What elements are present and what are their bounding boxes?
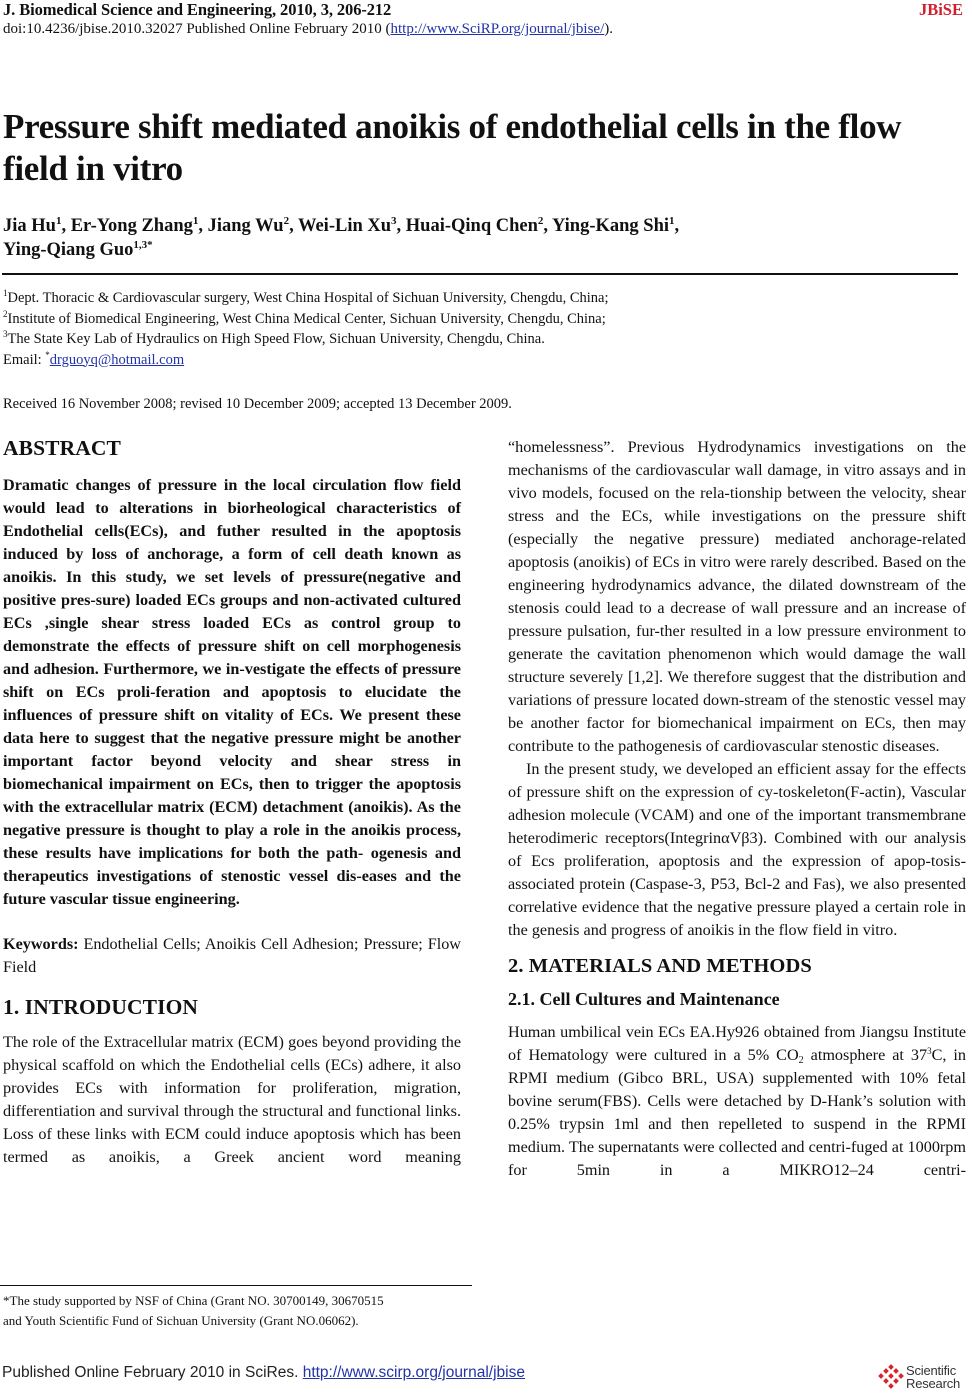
journal-footer-link[interactable]: http://www.scirp.org/journal/jbise xyxy=(302,1364,525,1381)
journal-title: J. Biomedical Science and Engineering, 2010, 3, 206-212 xyxy=(3,0,392,19)
introduction-paragraph-1-cont: “homelessness”. Previous Hydrodynamics investigations on the mechanisms of the cardiovascular wall damage, in vitro assays and in vivo models, focused on the rela-tionship between the velocity, shear stress and the ECs, while investigations on the pressure shift (especially the negative pressure) mediated anchorage-related apoptosis (anoikis) of ECs in vitro were rarely described. Based on the engineering hydrodynamics advance, the dilated downstream of the stenosis could lead to a decrease of wall pressure and an increase of pressure pulsation, fur-ther resulted in a low pressure environment to generate the cavitation phenomenon which would damage the wall structure severely [1,2]. We therefore suggest that the distribution and variations of pressure located down-stream of the stenostic vessel may be another factor for biomechanical impairment on ECs, then may contribute to the pathogenesis of cardiovascular stenostic diseases. xyxy=(508,438,966,755)
affiliation-item xyxy=(3,288,883,309)
published-text: Published Online February 2010 in SciRes. xyxy=(2,1364,303,1381)
keywords-text: Endothelial Cells; Anoikis Cell Adhesion; Pressure; Flow Field xyxy=(3,935,461,976)
footnote-line-2: and Youth Scientific Fund of Sichuan University (Grant NO.06062). xyxy=(3,1313,359,1328)
affiliation-number: 3 xyxy=(3,329,8,339)
author xyxy=(71,216,208,236)
logo-line-1: Scientific xyxy=(906,1363,957,1378)
author-sep: , xyxy=(674,216,680,236)
methods-heading: 2. MATERIALS AND METHODS xyxy=(508,955,812,977)
author-affil-sup: 3 xyxy=(391,215,397,227)
author-name: Ying-Kang Shi xyxy=(551,216,670,236)
author-sep: , xyxy=(61,216,71,236)
author-name: Jiang Wu xyxy=(207,216,284,236)
co2-subscript: 2 xyxy=(798,1055,804,1066)
publication-footer xyxy=(2,1364,525,1382)
doi-suffix: ). xyxy=(604,21,613,37)
author-affil-sup: 2 xyxy=(537,215,544,227)
affiliation-item xyxy=(3,309,883,330)
affiliation-number: 1 xyxy=(3,288,8,298)
author-sep: , xyxy=(543,216,552,236)
author-name: Jia Hu xyxy=(3,216,56,236)
footnote-line-1: *The study supported by NSF of China (Grant NO. 30700149, 30670515 xyxy=(3,1293,384,1308)
affiliations xyxy=(3,288,883,370)
funding-footnote xyxy=(3,1291,475,1331)
author-sep: , xyxy=(396,216,406,236)
author xyxy=(208,216,298,236)
scientific-research-logo xyxy=(878,1360,970,1394)
author-name: Er-Yong Zhang xyxy=(70,216,193,236)
author-sep: , xyxy=(289,216,298,236)
affiliation-item xyxy=(3,329,883,350)
diamond-cluster-icon xyxy=(878,1364,904,1390)
affiliation-text: The State Key Lab of Hydraulics on High Speed Flow, Sichuan University, Chengdu, China. xyxy=(7,331,545,347)
keywords xyxy=(3,933,461,979)
author xyxy=(3,216,71,236)
affiliation-number: 2 xyxy=(3,308,8,319)
received-dates: Received 16 November 2008; revised 10 December 2009; accepted 13 December 2009. xyxy=(3,396,512,412)
logo-text xyxy=(906,1364,960,1390)
author-affil-sup: 1 xyxy=(192,215,199,227)
footnote-divider xyxy=(0,1285,472,1286)
email-line xyxy=(3,350,883,371)
affiliation-text: Institute of Biomedical Engineering, West China Medical Center, Sichuan University, Chengdu, China; xyxy=(7,310,606,327)
right-column xyxy=(508,436,966,1182)
methods-text: atmosphere at 37 xyxy=(803,1046,928,1064)
introduction-paragraph-1: The role of the Extracellular matrix (ECM) goes beyond providing the physical scaffold on which the Endothelial cells (ECs) adhere, it also provides ECs with information for proliferation, migration, differentiation and survival through the structural and functional links. Loss of these links with ECM could induce apoptosis which has been termed as anoikis, a Greek ancient word meaning xyxy=(3,1033,461,1166)
methods-text: C, in RPMI medium (Gibco BRL, USA) supplemented with 10% fetal bovine serum(FBS). Cells were detached by D-Hank’s solution with 0.25% trypsin 1ml and then repelleted to suspend in the RPMI medium. The supernatants were collected and centri-fuged at 1000rpm for 5min in a MIKRO12–24 centri- xyxy=(508,1046,967,1179)
email-link[interactable]: drguoyq@hotmail.com xyxy=(49,351,185,368)
logo-line-2: Research xyxy=(906,1376,961,1391)
journal-url-link[interactable]: http://www.SciRP.org/journal/jbise/ xyxy=(390,21,605,37)
author-affil-sup: 1 xyxy=(669,215,675,227)
left-column xyxy=(3,434,461,1169)
author xyxy=(298,216,406,236)
journal-abbreviation: JBiSE xyxy=(918,0,963,19)
author xyxy=(3,240,153,260)
author-affil-sup: 1,3* xyxy=(133,239,153,251)
author-name: Ying-Qiang Guo xyxy=(3,240,134,260)
author-affil-sup: 1 xyxy=(55,215,62,227)
doi-line xyxy=(3,20,613,38)
title-line-2: field in vitro xyxy=(3,149,183,188)
affiliation-text: Dept. Thoracic & Cardiovascular surgery, West China Hospital of Sichuan University, Chengdu, China; xyxy=(7,290,609,306)
degree-superscript: 3 xyxy=(927,1046,932,1056)
abstract-body: Dramatic changes of pressure in the local circulation flow field would lead to alterations in biorheological characteristics of Endothelial cells(ECs), and futher resulted in the apoptosis induced by loss of anchorage, a form of cell death known as anoikis. In this study, we set levels of pressure(negative and positive pres-sure) loaded ECs groups and non-activated cultured ECs ,single shear stress loaded ECs as control group to demonstrate the effects of pressure shift on cell morphogenesis and adhesion. Furthermore, we in-vestigate the effects of pressure shift on ECs proli-feration and apoptosis to elucidate the influences of pressure shift on vitality of ECs. We present these data here to suggest that the negative pressure might be another important factor beyond velocity and shear stress in biomechanical impairment on ECs, then to trigger the apoptosis with the extracellular matrix (ECM) detachment (anoikis). As the negative pressure is thought to play a role in the anoikis process, these results have implications for both the path- ogenesis and therapeutics investigations of stenostic vessel dis-eases and the future vascular tissue engineering. xyxy=(3,476,461,908)
author xyxy=(406,216,552,236)
introduction-paragraph-2: In the present study, we developed an efficient assay for the effects of pressure shift on the expression of cy-toskeleton(F-actin), Vascular adhesion molecule (VCAM) and one of the important transmembrane heterodimeric receptors(IntegrinαVβ3). Combined with our analysis of Ecs proliferation, apoptosis and the expression of apop-tosis-associated protein (Caspase-3, P53, Bcl-2 and Fas), we also presented correlative evidence that the negative pressure played a certain role in the genesis and progress of anoikis in the flow field in vitro. xyxy=(508,760,966,939)
introduction-heading: 1. INTRODUCTION xyxy=(3,995,199,1019)
cell-cultures-subheading: 2.1. Cell Cultures and Maintenance xyxy=(508,989,780,1009)
abstract-heading: ABSTRACT xyxy=(3,436,121,460)
corresponding-mark: * xyxy=(45,349,50,360)
title-line-1: Pressure shift mediated anoikis of endothelial cells in the flow xyxy=(3,107,902,146)
author-list xyxy=(3,214,903,262)
author-sep: , xyxy=(198,216,208,236)
author-name: Wei-Lin Xu xyxy=(297,216,392,236)
methods-paragraph xyxy=(508,1021,966,1182)
title-divider xyxy=(2,273,958,275)
methods-text: Human umbilical vein ECs EA.Hy926 obtained from Jiangsu Institute of Hematology were cultured in a 5% xyxy=(508,1023,966,1064)
co2-text: CO xyxy=(776,1046,799,1064)
author xyxy=(552,216,679,236)
author-name: Huai-Qinq Chen xyxy=(405,216,538,236)
doi-text: doi:10.4236/jbise.2010.32027 Published Online February 2010 ( xyxy=(3,21,391,37)
author-affil-sup: 2 xyxy=(283,215,290,227)
paper-title xyxy=(3,106,963,190)
email-label: Email: xyxy=(3,351,46,368)
keywords-label: Keywords: xyxy=(3,935,79,953)
